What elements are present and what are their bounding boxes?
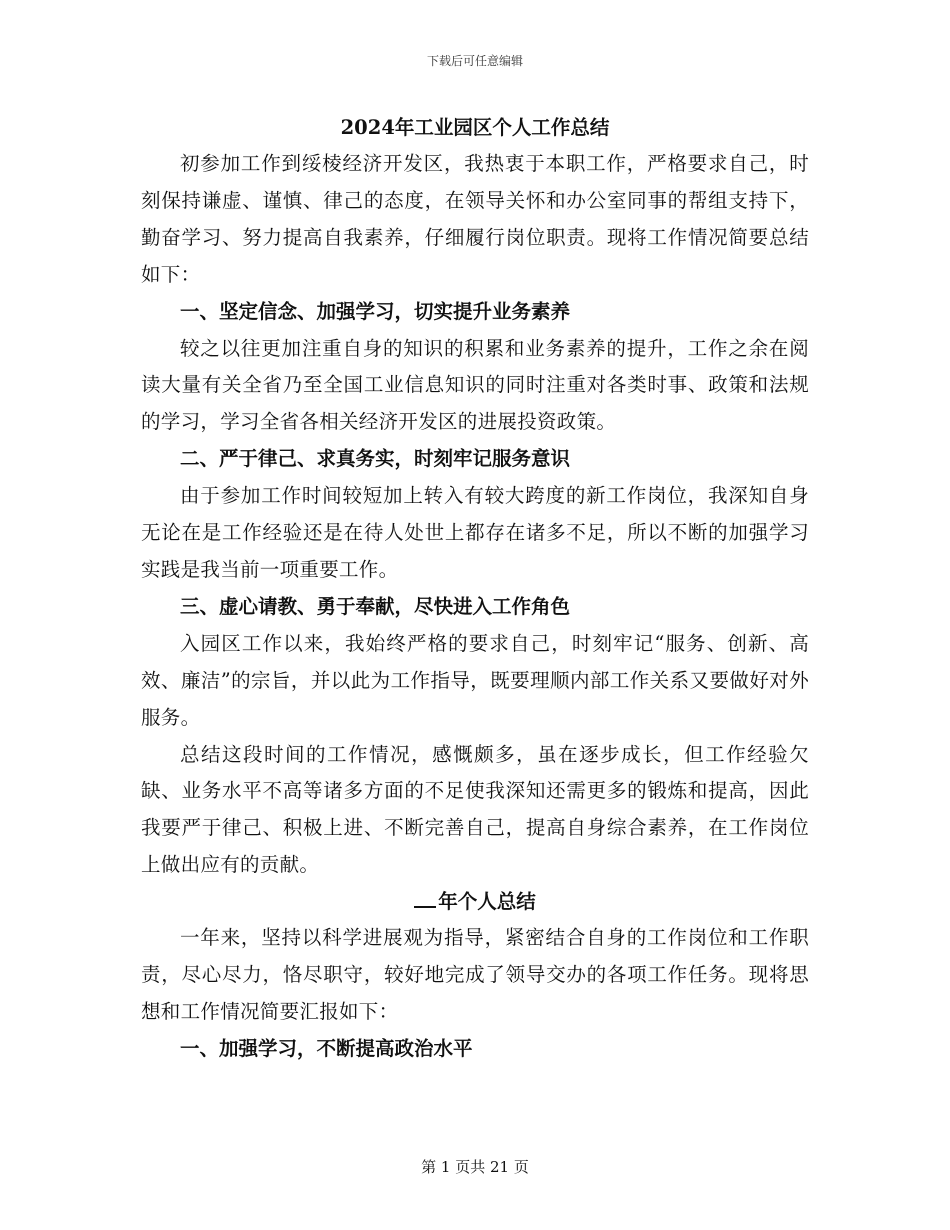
section-body-1: 较之以往更加注重自身的知识的积累和业务素养的提升，工作之余在阅读大量有关全省乃至全国工业信息知识的同时注重对各类时事、政策和法规的学习，学习全省各相关经济开发区的进展投资政策。 [141,336,809,434]
second-document-title [141,884,809,920]
section-heading-2: 二、严于律己、求真务实，时刻牢记服务意识 [180,447,571,471]
second-title-text: 年个人总结 [438,890,536,914]
section-body-3: 入园区工作以来，我始终严格的要求自己，时刻牢记“服务、创新、高效、廉洁”的宗旨，并以此为工作指导，既要理顺内部工作关系又要做好对外服务。 [141,631,809,729]
second-intro-paragraph: 一年来，坚持以科学进展观为指导，紧密结合自身的工作岗位和工作职责，尽心尽力，恪尽职守，较好地完成了领导交办的各项工作任务。现将思想和工作情况简要汇报如下： [141,926,809,1023]
document-title: 2024年工业园区个人工作总结 [340,116,610,139]
section-heading-3: 三、虚心请教、勇于奉献，尽快进入工作角色 [180,594,571,618]
year-blank-underline [414,888,436,908]
page-number-footer: 第 1 页共 21 页 [421,1158,529,1176]
conclusion-paragraph: 总结这段时间的工作情况，感慨颇多，虽在逐步成长，但工作经验欠缺、业务水平不高等诸多方面的不足使我深知还需更多的锻炼和提高，因此我要严于律己、积极上进、不断完善自己，提高自身综合素养，在工作岗位上做出应有的贡献。 [141,742,809,877]
section-body-2: 由于参加工作时间较短加上转入有较大跨度的新工作岗位，我深知自身无论在是工作经验还是在待人处世上都存在诸多不足，所以不断的加强学习实践是我当前一项重要工作。 [141,484,809,581]
second-section-heading-1: 一、加强学习，不断提高政治水平 [180,1036,473,1060]
intro-paragraph: 初参加工作到绥棱经济开发区，我热衷于本职工作，严格要求自己，时刻保持谦虚、谨慎、律己的态度，在领导关怀和办公室同事的帮组支持下，勤奋学习、努力提高自我素养，仔细履行岗位职责。现将工作情况简要总结如下： [141,152,809,286]
page-header: 下载后可任意编辑 [426,54,523,68]
document-body [141,110,809,1068]
section-heading-1: 一、坚定信念、加强学习，切实提升业务素养 [180,299,571,323]
